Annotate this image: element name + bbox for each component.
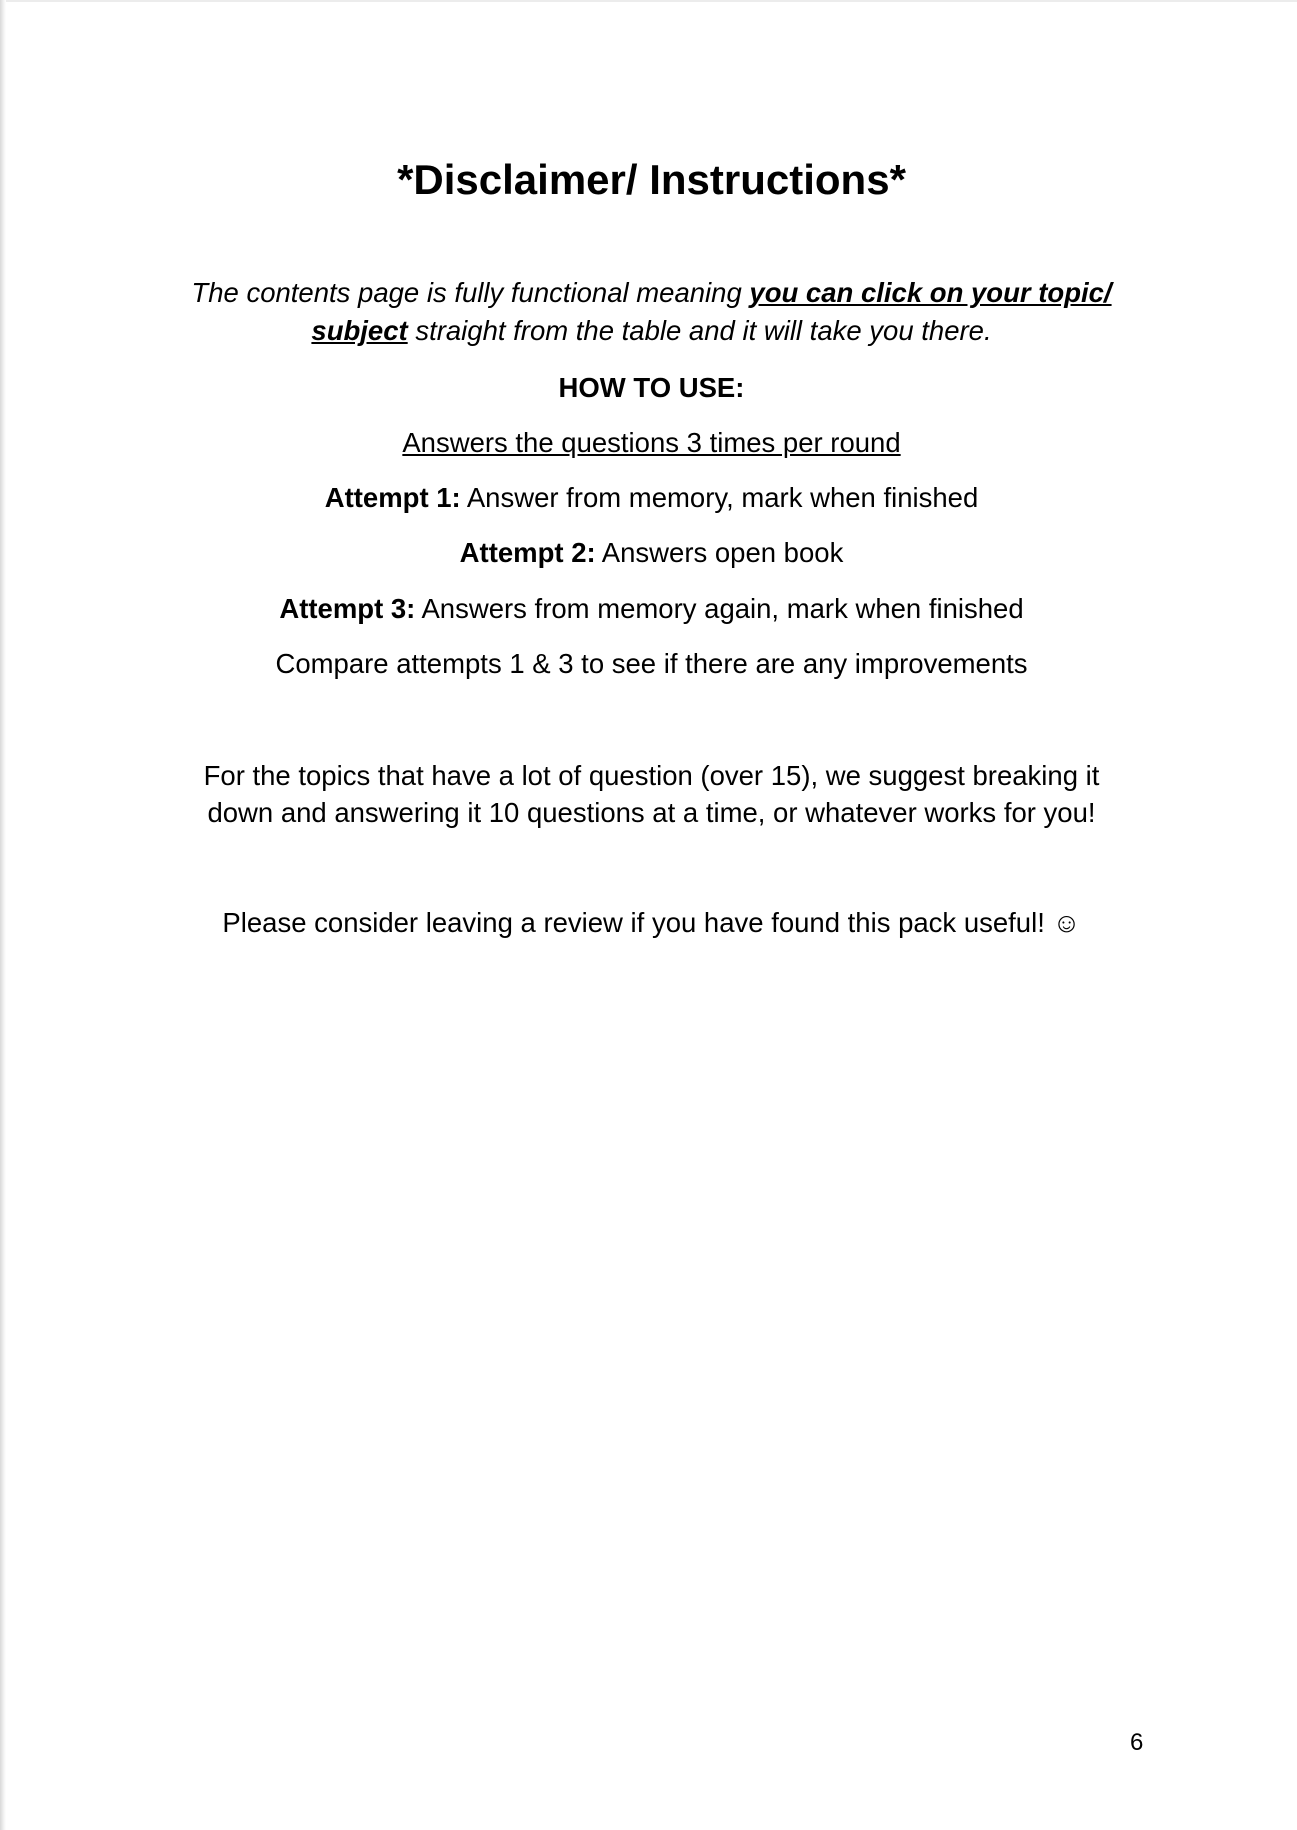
- attempt-2-label: Attempt 2:: [459, 537, 596, 568]
- compare-attempts-text: Compare attempts 1 & 3 to see if there are any improvements: [275, 648, 1028, 679]
- attempt-2-text: Answers open book: [595, 537, 844, 568]
- how-to-use-heading: HOW TO USE:: [558, 372, 745, 403]
- attempt-2-line: [6, 534, 1297, 572]
- attempt-3-label: Attempt 3:: [279, 593, 416, 624]
- page-title: *Disclaimer/ Instructions*: [397, 156, 906, 203]
- topics-advice-line2: down and answering it 10 questions at a time, or whatever works for you!: [207, 797, 1096, 828]
- intro-text-end: straight from the table and it will take you there.: [407, 315, 992, 346]
- topics-advice-paragraph: [6, 757, 1297, 831]
- attempt-1-line: [6, 479, 1297, 517]
- document-page: [6, 0, 1297, 1830]
- review-request: Please consider leaving a review if you have found this pack useful! ☺: [222, 907, 1081, 938]
- page-number: 6: [1130, 1729, 1144, 1756]
- rounds-instruction: Answers the questions 3 times per round: [402, 427, 901, 458]
- intro-text-start: The contents page is fully functional meaning: [191, 277, 750, 308]
- topics-advice-line1: For the topics that have a lot of question (over 15), we suggest breaking it: [203, 760, 1100, 791]
- attempt-3-line: [6, 590, 1297, 628]
- contents-link-hint-line2: subject: [311, 315, 408, 346]
- attempt-3-text: Answers from memory again, mark when finished: [415, 593, 1024, 624]
- attempt-1-label: Attempt 1:: [324, 482, 461, 513]
- attempt-1-text: Answer from memory, mark when finished: [460, 482, 979, 513]
- intro-paragraph: [6, 274, 1297, 350]
- contents-link-hint-line1: you can click on your topic/: [749, 277, 1112, 308]
